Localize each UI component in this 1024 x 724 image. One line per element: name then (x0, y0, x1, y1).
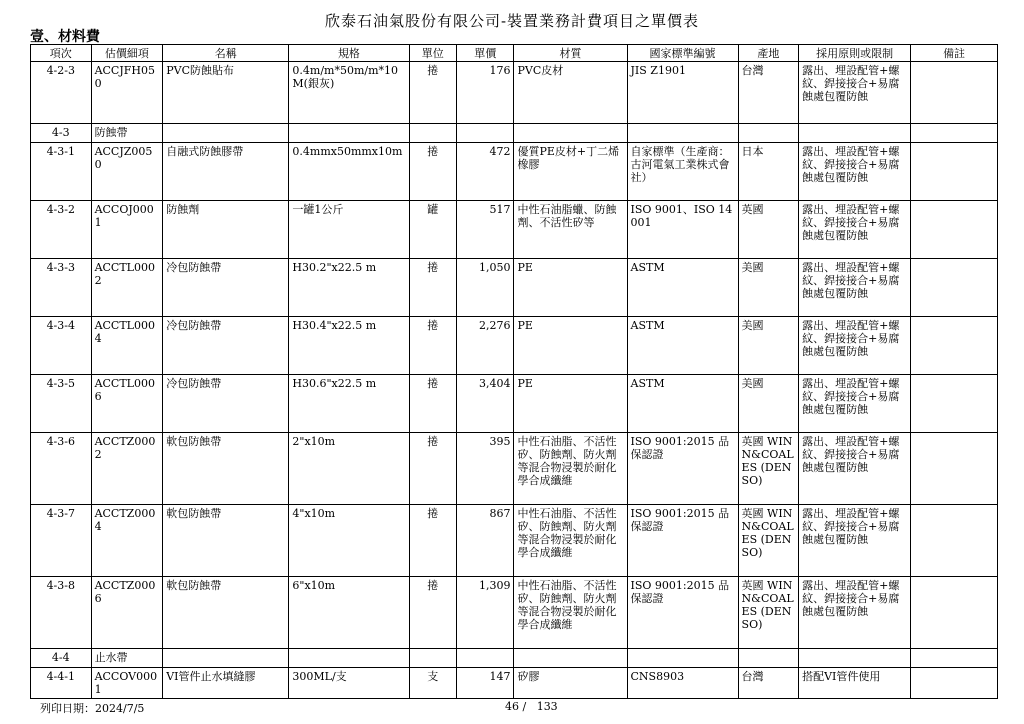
material: 優質PE皮材+丁二烯橡膠 (514, 143, 627, 201)
category-label: 止水帶 (91, 649, 163, 668)
estimate-code: ACCTZ0002 (91, 433, 163, 505)
standard: JIS Z1901 (627, 62, 738, 124)
unit: 捲 (409, 433, 456, 505)
unit-price: 2,276 (456, 317, 514, 375)
origin: 美國 (738, 375, 799, 433)
principle: 露出、埋設配管+螺紋、銲接接合+易腐蝕處包覆防蝕 (799, 201, 911, 259)
unit-price: 147 (456, 668, 514, 699)
header-standard: 國家標準編號 (627, 45, 738, 62)
unit-price: 1,050 (456, 259, 514, 317)
material: 中性石油脂、不活性矽、防蝕劑、防火劑等混合物浸製於耐化學合成纖維 (514, 505, 627, 577)
empty-cell (627, 124, 738, 143)
table-row (31, 577, 998, 649)
estimate-code: ACCJZ0050 (91, 143, 163, 201)
unit: 罐 (409, 201, 456, 259)
table-row (31, 317, 998, 375)
item-no: 4-3-7 (31, 505, 92, 577)
item-name: VI管件止水填縫膠 (163, 668, 289, 699)
unit-price: 395 (456, 433, 514, 505)
empty-cell (627, 649, 738, 668)
principle: 露出、埋設配管+螺紋、銲接接合+易腐蝕處包覆防蝕 (799, 62, 911, 124)
spec: 4"x10m (289, 505, 409, 577)
remarks (911, 577, 998, 649)
material: 中性石油脂蠟、防蝕劑、不活性矽等 (514, 201, 627, 259)
unit: 捲 (409, 317, 456, 375)
material: 中性石油脂、不活性矽、防蝕劑、防火劑等混合物浸製於耐化學合成纖維 (514, 577, 627, 649)
item-no: 4-3-8 (31, 577, 92, 649)
table-header-row (31, 45, 998, 62)
item-name: 防蝕劑 (163, 201, 289, 259)
table-row (31, 375, 998, 433)
item-name: 軟包防蝕帶 (163, 505, 289, 577)
empty-cell (799, 649, 911, 668)
header-material: 材質 (514, 45, 627, 62)
standard: ISO 9001:2015 品保認證 (627, 577, 738, 649)
empty-cell (514, 124, 627, 143)
item-name: 自融式防蝕膠帶 (163, 143, 289, 201)
remarks (911, 317, 998, 375)
document-title: 欣泰石油氣股份有限公司-裝置業務計費項目之單價表 (324, 12, 700, 30)
header-estimate-code: 估價細項 (91, 45, 163, 62)
remarks (911, 259, 998, 317)
header-unit: 單位 (409, 45, 456, 62)
item-no: 4-3-4 (31, 317, 92, 375)
item-no: 4-4-1 (31, 668, 92, 699)
principle: 露出、埋設配管+螺紋、銲接接合+易腐蝕處包覆防蝕 (799, 577, 911, 649)
remarks (911, 375, 998, 433)
remarks (911, 62, 998, 124)
remarks (911, 668, 998, 699)
standard: CNS8903 (627, 668, 738, 699)
page-number: 46 / 133 (505, 700, 558, 713)
spec: H30.2"x22.5 m (289, 259, 409, 317)
header-unit-price: 單價 (456, 45, 514, 62)
standard: ASTM (627, 259, 738, 317)
category-label: 防蝕帶 (91, 124, 163, 143)
category-code: 4-3 (31, 124, 92, 143)
table-row (31, 143, 998, 201)
table-row (31, 505, 998, 577)
origin: 日本 (738, 143, 799, 201)
print-date: 列印日期：2024/7/5 (40, 702, 145, 715)
origin: 台灣 (738, 62, 799, 124)
unit: 捲 (409, 143, 456, 201)
table-row (31, 62, 998, 124)
origin: 英國 (738, 201, 799, 259)
empty-cell (409, 649, 456, 668)
empty-cell (799, 124, 911, 143)
estimate-code: ACCOV0001 (91, 668, 163, 699)
empty-cell (738, 649, 799, 668)
estimate-code: ACCTZ0004 (91, 505, 163, 577)
empty-cell (456, 124, 514, 143)
item-no: 4-3-1 (31, 143, 92, 201)
item-name: 軟包防蝕帶 (163, 433, 289, 505)
section-heading: 壹、材料費 (30, 29, 100, 45)
standard: ISO 9001、ISO 14001 (627, 201, 738, 259)
header-origin: 產地 (738, 45, 799, 62)
empty-cell (163, 649, 289, 668)
spec: 0.4mmx50mmx10m (289, 143, 409, 201)
material: PVC皮材 (514, 62, 627, 124)
unit-price: 472 (456, 143, 514, 201)
estimate-code: ACCTZ0006 (91, 577, 163, 649)
spec: H30.4"x22.5 m (289, 317, 409, 375)
empty-cell (409, 124, 456, 143)
material: PE (514, 317, 627, 375)
standard: ASTM (627, 317, 738, 375)
unit-price: 517 (456, 201, 514, 259)
item-no: 4-3-6 (31, 433, 92, 505)
spec: 一罐1公斤 (289, 201, 409, 259)
item-name: 軟包防蝕帶 (163, 577, 289, 649)
item-no: 4-3-2 (31, 201, 92, 259)
origin: 英國 WINN&COALES (DENSO) (738, 433, 799, 505)
spec: H30.6"x22.5 m (289, 375, 409, 433)
estimate-code: ACCTL0006 (91, 375, 163, 433)
material: PE (514, 375, 627, 433)
item-no: 4-2-3 (31, 62, 92, 124)
estimate-code: ACCJFH050 (91, 62, 163, 124)
header-principle: 採用原則或限制 (799, 45, 911, 62)
empty-cell (456, 649, 514, 668)
item-no: 4-3-3 (31, 259, 92, 317)
principle: 露出、埋設配管+螺紋、銲接接合+易腐蝕處包覆防蝕 (799, 259, 911, 317)
unit: 捲 (409, 577, 456, 649)
empty-cell (514, 649, 627, 668)
header-item-no: 項次 (31, 45, 92, 62)
item-name: 冷包防蝕帶 (163, 259, 289, 317)
unit-price: 3,404 (456, 375, 514, 433)
standard: ISO 9001:2015 品保認證 (627, 433, 738, 505)
empty-cell (738, 124, 799, 143)
price-table (30, 44, 998, 699)
unit-price: 1,309 (456, 577, 514, 649)
spec: 0.4m/m*50m/m*10M(銀灰) (289, 62, 409, 124)
spec: 6"x10m (289, 577, 409, 649)
standard: ASTM (627, 375, 738, 433)
estimate-code: ACCOJ0001 (91, 201, 163, 259)
principle: 露出、埋設配管+螺紋、銲接接合+易腐蝕處包覆防蝕 (799, 505, 911, 577)
standard: ISO 9001:2015 品保認證 (627, 505, 738, 577)
unit-price: 176 (456, 62, 514, 124)
material: PE (514, 259, 627, 317)
principle: 露出、埋設配管+螺紋、銲接接合+易腐蝕處包覆防蝕 (799, 143, 911, 201)
empty-cell (911, 124, 998, 143)
item-name: 冷包防蝕帶 (163, 317, 289, 375)
material: 矽膠 (514, 668, 627, 699)
item-name: 冷包防蝕帶 (163, 375, 289, 433)
remarks (911, 143, 998, 201)
unit: 捲 (409, 505, 456, 577)
header-name: 名稱 (163, 45, 289, 62)
header-remarks: 備註 (911, 45, 998, 62)
header-spec: 規格 (289, 45, 409, 62)
principle: 露出、埋設配管+螺紋、銲接接合+易腐蝕處包覆防蝕 (799, 433, 911, 505)
item-name: PVC防蝕貼布 (163, 62, 289, 124)
empty-cell (911, 649, 998, 668)
standard: 自家標準（生產商：古河電氣工業株式會社） (627, 143, 738, 201)
empty-cell (289, 124, 409, 143)
remarks (911, 433, 998, 505)
category-code: 4-4 (31, 649, 92, 668)
remarks (911, 505, 998, 577)
origin: 英國 WINN&COALES (DENSO) (738, 577, 799, 649)
estimate-code: ACCTL0002 (91, 259, 163, 317)
spec: 2"x10m (289, 433, 409, 505)
empty-cell (289, 649, 409, 668)
item-no: 4-3-5 (31, 375, 92, 433)
unit-price: 867 (456, 505, 514, 577)
origin: 台灣 (738, 668, 799, 699)
estimate-code: ACCTL0004 (91, 317, 163, 375)
origin: 英國 WINN&COALES (DENSO) (738, 505, 799, 577)
origin: 美國 (738, 317, 799, 375)
unit: 捲 (409, 62, 456, 124)
remarks (911, 201, 998, 259)
unit: 支 (409, 668, 456, 699)
category-row (31, 649, 998, 668)
origin: 美國 (738, 259, 799, 317)
category-row (31, 124, 998, 143)
principle: 露出、埋設配管+螺紋、銲接接合+易腐蝕處包覆防蝕 (799, 317, 911, 375)
unit: 捲 (409, 375, 456, 433)
spec: 300ML/支 (289, 668, 409, 699)
table-row (31, 259, 998, 317)
table-row (31, 433, 998, 505)
table-row (31, 201, 998, 259)
material: 中性石油脂、不活性矽、防蝕劑、防火劑等混合物浸製於耐化學合成纖維 (514, 433, 627, 505)
table-row (31, 668, 998, 699)
principle: 搭配VI管件使用 (799, 668, 911, 699)
empty-cell (163, 124, 289, 143)
principle: 露出、埋設配管+螺紋、銲接接合+易腐蝕處包覆防蝕 (799, 375, 911, 433)
unit: 捲 (409, 259, 456, 317)
